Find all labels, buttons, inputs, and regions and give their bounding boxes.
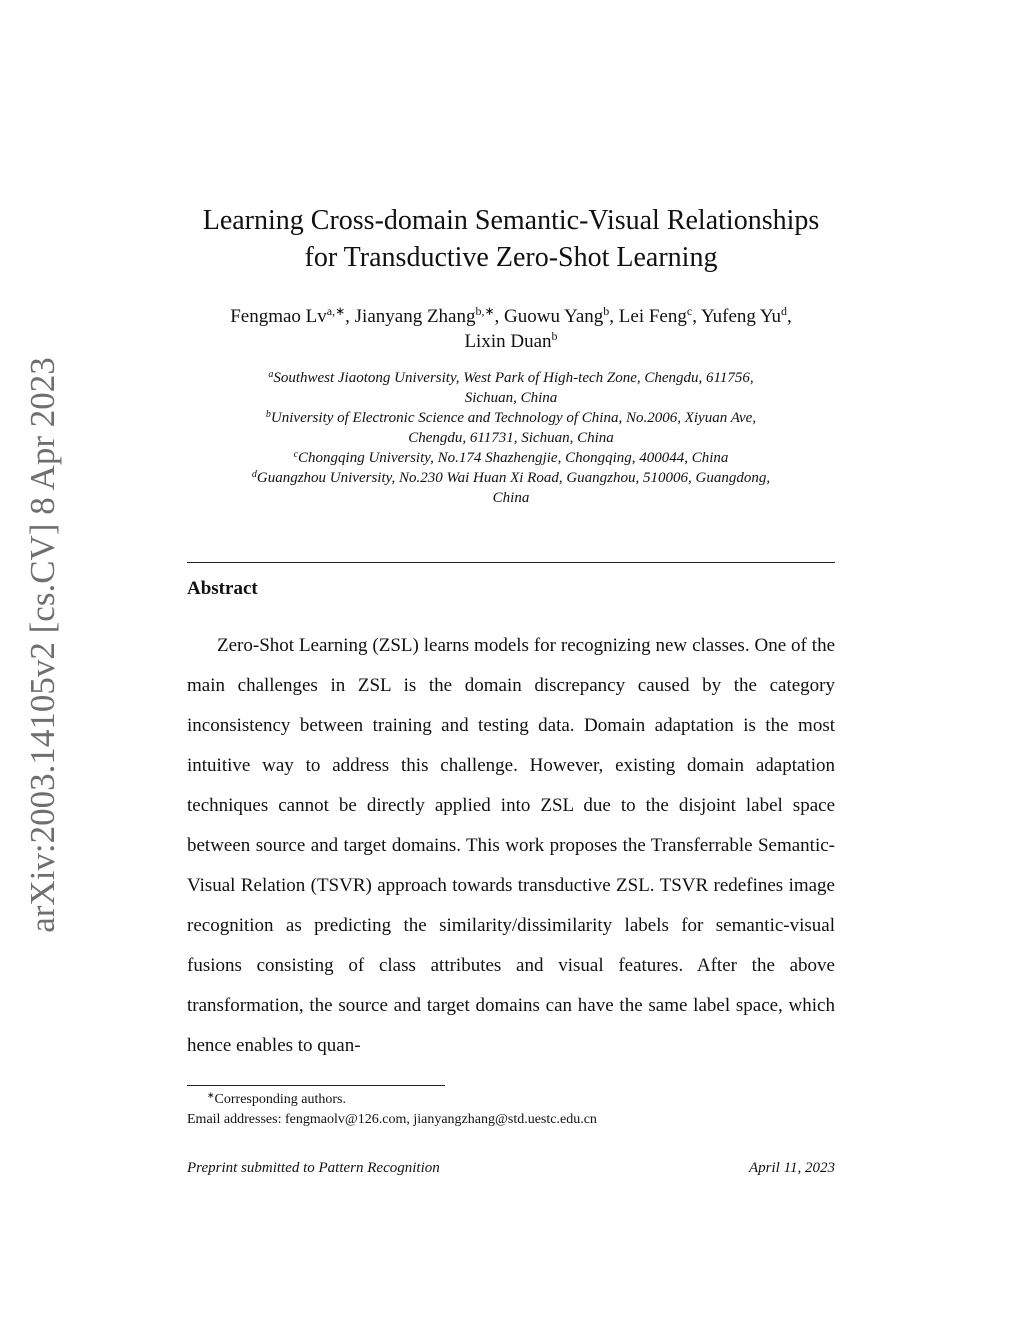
paper-title bbox=[187, 202, 835, 276]
author: Yufeng Yu$^d$, bbox=[701, 304, 792, 327]
arxiv-stamp: arXiv:2003.14105v2 [cs.CV] 8 Apr 2023 bbox=[23, 357, 62, 933]
title-line-2: for Transductive Zero-Shot Learning bbox=[304, 242, 718, 273]
footnotes bbox=[187, 1090, 835, 1130]
footnote-rule bbox=[187, 1085, 445, 1086]
abstract-heading: Abstract bbox=[187, 578, 258, 599]
affiliation: $^b$University of Electronic Science and Technology of China, No.2006, Xiyuan Ave, Chengdu, 611731, Sichuan, China bbox=[265, 409, 757, 446]
abstract-text: Zero-Shot Learning (ZSL) learns models for recognizing new classes. One of the main challenges in ZSL is the domain discrepancy caused by the category inconsistency between training and testing data. Domain adaptation is the most intuitive way to address this challenge. However, existing domain adaptation techniques cannot be directly applied into ZSL due to the disjoint label space between source and target domains. This work proposes the Transferrable Semantic-Visual Relation (TSVR) approach towards transductive ZSL. TSVR redefines image recognition as predicting the similarity/dissimilarity labels for semantic-visual fusions consisting of class attributes and visual features. After the above transformation, the source and target domains can have the same label space, which hence enables to quan- bbox=[187, 635, 835, 1056]
author: Guowu Yang$^b$, bbox=[504, 304, 619, 327]
footnote-corresponding: ∗Corresponding authors. bbox=[207, 1090, 346, 1107]
affiliation: $^a$Southwest Jiaotong University, West Park of High-tech Zone, Chengdu, 611756, Sichuan, China bbox=[268, 369, 754, 406]
author: Lixin Duan$^b$ bbox=[464, 329, 558, 352]
author: Jianyang Zhang$^{b,∗}$, bbox=[354, 304, 505, 327]
affiliations bbox=[187, 368, 835, 508]
author: Fengmao $Lv^{a,∗}$, bbox=[230, 304, 355, 327]
abstract-top-rule bbox=[187, 562, 835, 563]
author: Lei Feng$^c$, bbox=[618, 304, 701, 327]
author-list bbox=[187, 304, 835, 354]
preprint-date: April 11, 2023 bbox=[749, 1160, 835, 1176]
footnote-emails: Email addresses: fengmaolv@126.com, jianyangzhang@std.uestc.edu.cn bbox=[187, 1112, 597, 1127]
affiliation: $^d$Guangzhou University, No.230 Wai Huan Xi Road, Guangzhou, 510006, Guangdong, China bbox=[251, 469, 771, 506]
preprint-note: Preprint submitted to Pattern Recognition bbox=[187, 1160, 440, 1176]
title-line-1: Learning Cross-domain Semantic-Visual Relationships bbox=[202, 205, 820, 236]
affiliation: $^c$Chongqing University, No.174 Shazhengjie, Chongqing, 400044, China bbox=[293, 449, 729, 466]
